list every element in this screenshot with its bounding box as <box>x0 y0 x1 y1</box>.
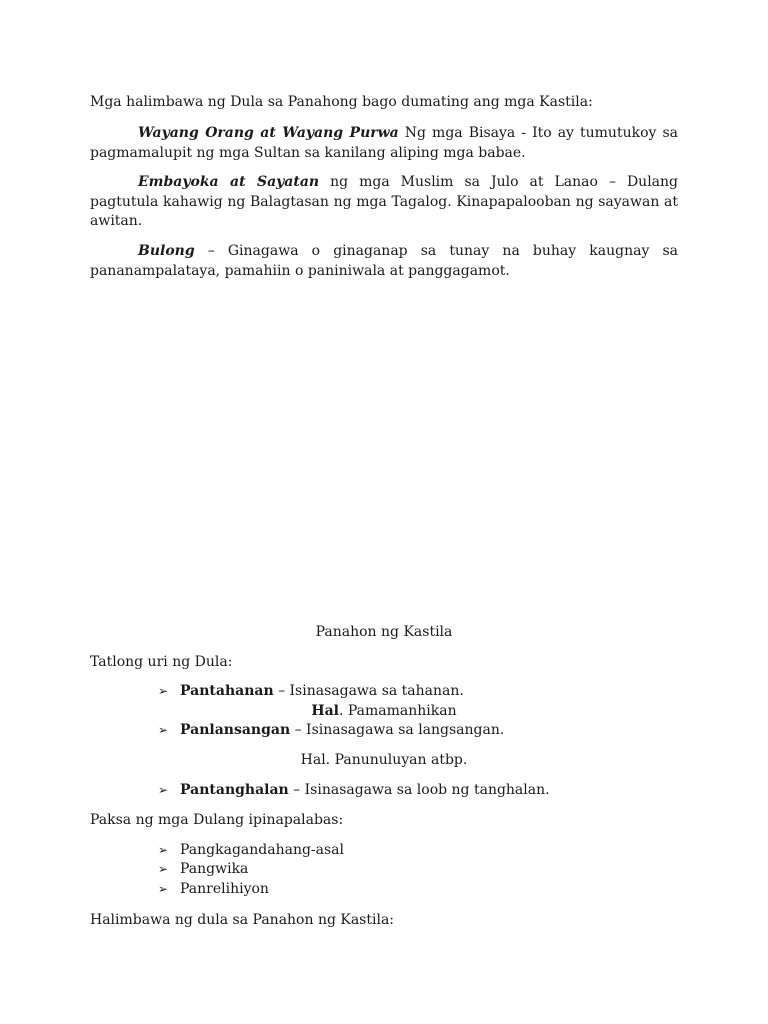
topic-label: Panrelihiyon <box>180 881 269 897</box>
examples-heading: Halimbawa ng dula sa Panahon ng Kastila: <box>90 912 395 928</box>
topic-item <box>158 859 248 879</box>
desc-embayoka: ng mga Muslim sa Julo at Lanao – Dulang pagtutula kahawig ng Balagtasan ng mga Tagalog. Kinapapalooban ng sayawan at awitan. <box>90 174 678 229</box>
paragraph-wayang <box>90 124 678 163</box>
term-bulong: Bulong <box>138 243 195 259</box>
paragraph-bulong <box>90 242 678 281</box>
topic-item <box>158 840 344 860</box>
desc-panlansangan: – Isinasagawa sa langsangan. <box>290 722 505 738</box>
topic-item <box>158 879 269 899</box>
arrow-bullet-icon: ➢ <box>158 783 169 797</box>
term-pantanghalan: Pantanghalan <box>180 782 289 798</box>
topic-label: Pangwika <box>180 861 249 877</box>
paragraph-embayoka <box>90 173 678 232</box>
example-panlansangan: Hal. Panunuluyan atbp. <box>300 752 468 768</box>
desc-pantahanan: – Isinasagawa sa tahanan. <box>273 683 464 699</box>
term-embayoka: Embayoka at Sayatan <box>138 174 320 190</box>
desc-wayang: Ng mga Bisaya - Ito ay tumutukoy sa pagmamalupit ng mga Sultan sa kanilang aliping mga babae. <box>90 125 678 161</box>
arrow-bullet-icon: ➢ <box>158 723 169 737</box>
example-prefix: Hal <box>311 703 339 719</box>
term-wayang: Wayang Orang at Wayang Purwa <box>138 125 399 141</box>
desc-bulong: – Ginagawa o ginaganap sa tunay na buhay kaugnay sa pananampalataya, pamahiin o paniniwala at panggagamot. <box>90 243 678 279</box>
list-item-panlansangan <box>158 720 504 740</box>
topic-label: Pangkagandahang-asal <box>180 842 345 858</box>
arrow-bullet-icon: ➢ <box>158 882 169 896</box>
term-panlansangan: Panlansangan <box>180 722 291 738</box>
arrow-bullet-icon: ➢ <box>158 862 169 876</box>
term-pantahanan: Pantahanan <box>180 683 274 699</box>
types-heading: Tatlong uri ng Dula: <box>90 654 233 670</box>
arrow-bullet-icon: ➢ <box>158 843 169 857</box>
list-item-pantahanan <box>158 681 464 701</box>
arrow-bullet-icon: ➢ <box>158 684 169 698</box>
page-title-panahon-ng-kastila: Panahon ng Kastila <box>315 624 453 640</box>
list-item-pantanghalan <box>158 780 550 800</box>
example-text-pantahanan: . Pamamanhikan <box>338 703 457 719</box>
example-pantahanan <box>0 701 768 721</box>
section-heading-pre-spanish: Mga halimbawa ng Dula sa Panahong bago dumating ang mga Kastila: <box>90 94 593 110</box>
desc-pantanghalan: – Isinasagawa sa loob ng tanghalan. <box>288 782 550 798</box>
topics-heading: Paksa ng mga Dulang ipinapalabas: <box>90 812 344 828</box>
